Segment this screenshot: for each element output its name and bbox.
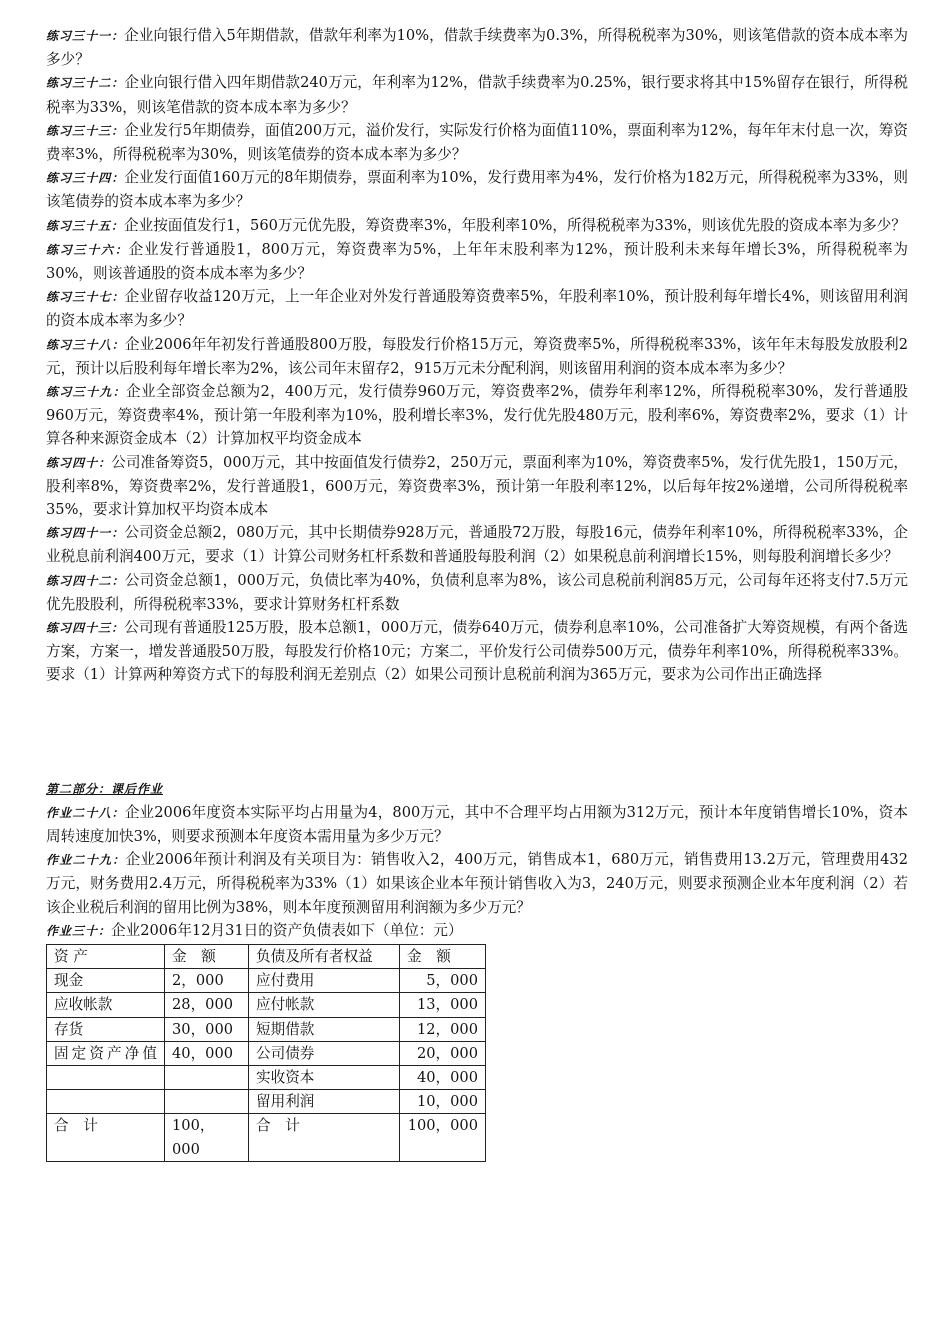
exercise-41 xyxy=(46,521,908,568)
exercise-text: 企业发行面值160万元的8年期债券，票面利率为10%，发行费用率为4%，发行价格为182万元，所得税税率为33%，则该笔债券的资本成本率为多少？ xyxy=(46,169,908,211)
exercise-text: 企业向银行借入5年期借款，借款年利率为10%，借款手续费率为0.3%，所得税税率为30%，则该笔借款的资本成本率为多少？ xyxy=(46,27,908,69)
exercise-text: 企业发行普通股1，800万元，筹资费率为5%，上年年末股利率为12%，预计股利未来每年增长3%，所得税税率为30%，则该普通股的资本成本率为多少？ xyxy=(46,240,908,283)
exercise-36 xyxy=(46,238,908,285)
table-cell: 2，000 xyxy=(165,969,249,993)
exercise-label: 练习三十九： xyxy=(46,385,127,400)
exercise-label: 练习四十： xyxy=(46,455,112,470)
table-cell: 100，000 xyxy=(400,1114,486,1161)
exercise-label: 练习三十五： xyxy=(46,218,125,233)
table-cell: 短期借款 xyxy=(249,1017,400,1041)
exercise-label: 练习三十一： xyxy=(46,29,125,43)
exercise-37 xyxy=(46,285,908,332)
exercise-31 xyxy=(46,24,908,71)
table-cell: 应收帐款 xyxy=(47,993,165,1017)
table-cell: 5，000 xyxy=(400,969,486,993)
header-cell-amount: 金 额 xyxy=(165,944,249,968)
homework-text: 企业2006年预计利润及有关项目为：销售收入2，400万元，销售成本1，680万元，销售费用13.2万元，管理费用432万元，财务费用2.4万元，所得税税率为33%（1）如果该企业本年预计销售收入为3，240万元，则要求预测企业本年度利润（2）若该企业税后利润的留用比例为38%，则本年度预测留用利润额为多少万元？ xyxy=(46,851,908,916)
header-cell-amount: 金 额 xyxy=(400,944,486,968)
exercise-label: 练习三十六： xyxy=(46,242,129,257)
table-header-row xyxy=(47,944,486,968)
homework-28 xyxy=(46,801,908,848)
homework-section xyxy=(46,778,908,1162)
table-cell: 留用利润 xyxy=(249,1090,400,1114)
section-title: 第二部分：课后作业 xyxy=(46,781,164,796)
exercise-label: 练习三十四： xyxy=(46,171,125,186)
table-cell: 合 计 xyxy=(249,1114,400,1161)
table-cell: 100，000 xyxy=(165,1114,249,1161)
exercise-label: 练习四十一： xyxy=(46,526,125,541)
table-cell: 现金 xyxy=(47,969,165,993)
table-cell xyxy=(47,1065,165,1089)
homework-30 xyxy=(46,919,908,943)
table-cell: 应付帐款 xyxy=(249,993,400,1017)
exercise-text: 公司资金总额1，000万元，负债比率为40%，负债利息率为8%，该公司息税前利润85万元，公司每年还将支付7.5万元优先股股利，所得税税率33%，要求计算财务杠杆系数 xyxy=(46,571,908,613)
table-cell xyxy=(165,1090,249,1114)
exercise-33 xyxy=(46,119,908,166)
table-cell: 实收资本 xyxy=(249,1065,400,1089)
exercise-32 xyxy=(46,71,908,118)
exercise-label: 练习三十二： xyxy=(46,76,125,91)
homework-label: 作业二十九： xyxy=(46,853,126,868)
homework-label: 作业三十： xyxy=(46,923,112,938)
table-cell: 40，000 xyxy=(165,1041,249,1065)
table-row xyxy=(47,1017,486,1041)
exercise-text: 企业2006年年初发行普通股800万股，每股发行价格15万元，筹资费率5%，所得税税率33%，该年年末每股发放股利2元，预计以后股利每年增长率为2%，该公司年末留存2，915万元未分配利润，则该留用利润的资本成本率为多少？ xyxy=(46,335,908,377)
table-cell: 应付费用 xyxy=(249,969,400,993)
table-total-row xyxy=(47,1114,486,1161)
exercise-38 xyxy=(46,333,908,380)
exercise-text: 企业全部资金总额为2，400万元，发行债券960万元，筹资费率2%，债券年利率12%，所得税税率30%，发行普通股960万元，筹资费率4%，预计第一年股利率为10%，股利增长率3%，发行优先股480万元，股利率6%，筹资费率2%，要求（1）计算各种来源资金成本（2）计算加权平均资金成本 xyxy=(46,383,908,448)
homework-label: 作业二十八： xyxy=(46,805,125,820)
table-row xyxy=(47,993,486,1017)
document-page xyxy=(46,24,908,1162)
table-cell: 12，000 xyxy=(400,1017,486,1041)
table-cell: 40，000 xyxy=(400,1065,486,1089)
header-cell-liabilities-equity: 负债及所有者权益 xyxy=(249,944,400,968)
table-cell: 存货 xyxy=(47,1017,165,1041)
exercise-text: 公司现有普通股125万股，股本总额1，000万元，债券640万元，债券利息率10%，公司准备扩大筹资规模，有两个备选方案，方案一，增发普通股50万股，每股发行价格10元；方案二，平价发行公司债券500万元，债券年利率10%，所得税税率33%。要求（1）计算两种筹资方式下的每股利润无差别点（2）如果公司预计息税前利润为365万元，要求为公司作出正确选择 xyxy=(46,619,908,684)
homework-29 xyxy=(46,848,908,919)
table-cell: 公司债券 xyxy=(249,1041,400,1065)
exercise-list xyxy=(46,24,908,687)
exercise-text: 企业按面值发行1，560万元优先股，筹资费率3%，年股利率10%，所得税税率为33%，则该优先股的资成本率为多少？ xyxy=(124,216,906,234)
table-cell: 合 计 xyxy=(47,1114,165,1161)
exercise-text: 公司准备筹资5，000万元，其中按面值发行债券2，250万元，票面利率为10%，筹资费率5%，发行优先股1，150万元，股利率8%，筹资费率2%，发行普通股1，600万元，筹资费率3%，预计第一年股利率12%，以后每年按2%递增，公司所得税税率35%，要求计算加权平均资本成本 xyxy=(46,453,908,519)
exercise-43 xyxy=(46,616,908,687)
exercise-label: 练习四十三： xyxy=(46,621,125,636)
exercise-35 xyxy=(46,214,908,238)
table-cell: 10，000 xyxy=(400,1090,486,1114)
exercise-label: 练习三十七： xyxy=(46,290,125,305)
homework-text: 企业2006年度资本实际平均占用量为4，800万元，其中不合理平均占用额为312万元，预计本年度销售增长10%，资本周转速度加快3%，则要求预测本年度资本需用量为多少万元？ xyxy=(46,803,908,845)
table-cell: 13，000 xyxy=(400,993,486,1017)
exercise-label: 练习三十八： xyxy=(46,337,125,352)
table-row xyxy=(47,1090,486,1114)
table-cell: 固定资产净值 xyxy=(47,1041,165,1065)
exercise-40 xyxy=(46,451,908,522)
table-cell xyxy=(165,1065,249,1089)
exercise-label: 练习四十二： xyxy=(46,573,125,588)
header-cell-assets: 资 产 xyxy=(47,944,165,968)
table-row xyxy=(47,1041,486,1065)
exercise-text: 企业留存收益120万元，上一年企业对外发行普通股筹资费率5%，年股利率10%，预计股利每年增长4%，则该留用利润的资本成本率为多少？ xyxy=(46,288,908,330)
exercise-text: 企业发行5年期债券，面值200万元，溢价发行，实际发行价格为面值110%，票面利率为12%，每年年末付息一次，筹资费率3%，所得税税率为30%，则该笔债券的资本成本率为多少？ xyxy=(46,121,908,164)
exercise-text: 企业向银行借入四年期借款240万元，年利率为12%，借款手续费率为0.25%，银行要求将其中15%留存在银行，所得税税率为33%，则该笔借款的资本成本率为多少？ xyxy=(46,74,908,116)
exercise-text: 公司资金总额2，080万元，其中长期债券928万元，普通股72万股，每股16元，债券年利率10%，所得税税率33%，企业税息前利润400万元，要求（1）计算公司财务杠杆系数和普通股每股利润（2）如果税息前利润增长15%，则每股利润增长多少？ xyxy=(46,524,908,566)
homework-text: 企业2006年12月31日的资产负债表如下（单位：元） xyxy=(111,921,463,939)
table-row xyxy=(47,969,486,993)
exercise-34 xyxy=(46,166,908,213)
table-row xyxy=(47,1065,486,1089)
balance-sheet-table xyxy=(46,944,486,1162)
table-cell xyxy=(47,1090,165,1114)
exercise-42 xyxy=(46,569,908,616)
table-cell: 30，000 xyxy=(165,1017,249,1041)
exercise-label: 练习三十三： xyxy=(46,123,125,138)
exercise-39 xyxy=(46,380,908,451)
table-cell: 28，000 xyxy=(165,993,249,1017)
table-cell: 20，000 xyxy=(400,1041,486,1065)
